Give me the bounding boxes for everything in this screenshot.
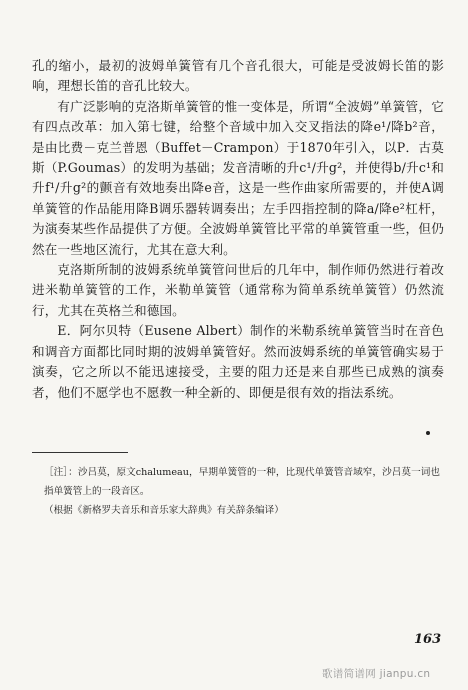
paragraph-mueller-improvement: 克洛斯所制的波姆系统单簧管问世后的几年中，制作师仍然进行着改进米勒单簧管的工作，米勒单簧管（通常称为简单系统单簧管）仍然流行，尤其在英格兰和德国。 xyxy=(32,262,444,318)
page-number: 163 xyxy=(414,632,442,647)
source-note: （根据《新格罗夫音乐和音乐家大辞典》有关辞条编译） xyxy=(44,505,284,516)
paragraph-albert: E．阿尔贝特（Eusene Albert）制作的米勒系统单簧管当时在音色和调音方面都比同时期的波姆单簧管好。然而波姆系统的单簧管确实易于演奏，它之所以不能迅速接受，主要的阻力还是来自那些已成熟的演奏者，他们不愿学也不愿教一种全新的、即便是很有效的指法系统。 xyxy=(32,323,444,400)
main-text xyxy=(32,56,444,403)
footnote-rule xyxy=(32,452,128,453)
paragraph-continued: 孔的缩小，最初的波姆单簧管有几个音孔很大，可能是受波姆长笛的影响，理想长笛的音孔比较大。 xyxy=(32,58,444,94)
site-watermark: 歌谱简谱网 jianpu.cn xyxy=(322,668,431,680)
footnotes xyxy=(44,463,440,520)
footnote-chalumeau: ［注］：沙吕莫，原文chalumeau，早期单簧管的一种，比现代单簧管音域窄，沙吕莫一词也指单簧管上的一段音区。 xyxy=(44,467,440,497)
paragraph-full-boehm: 有广泛影响的克洛斯单簧管的惟一变体是，所谓“全波姆”单簧管，它有四点改革：加入第七键，给整个音域中加入交叉指法的降e¹/降b²音，是由比费－克兰普恩（Buffet－Crampon）于1870年引入，以P．古莫斯（P.Goumas）的发明为基础；发音清晰的升c¹/升g²，并使得b/升c¹和升f¹/升g²的颤音有效地奏出降e音，这是一些作曲家所需要的，并使A调单簧管的作品能用降B调乐器转调奏出；左手四指控制的降a/降e²杠杆，为演奏某些作品提供了方便。全波姆单簧管比平常的单簧管重一些，但仍然在一些地区流行，尤其在意大利。 xyxy=(32,98,444,257)
ink-dot xyxy=(426,431,430,435)
